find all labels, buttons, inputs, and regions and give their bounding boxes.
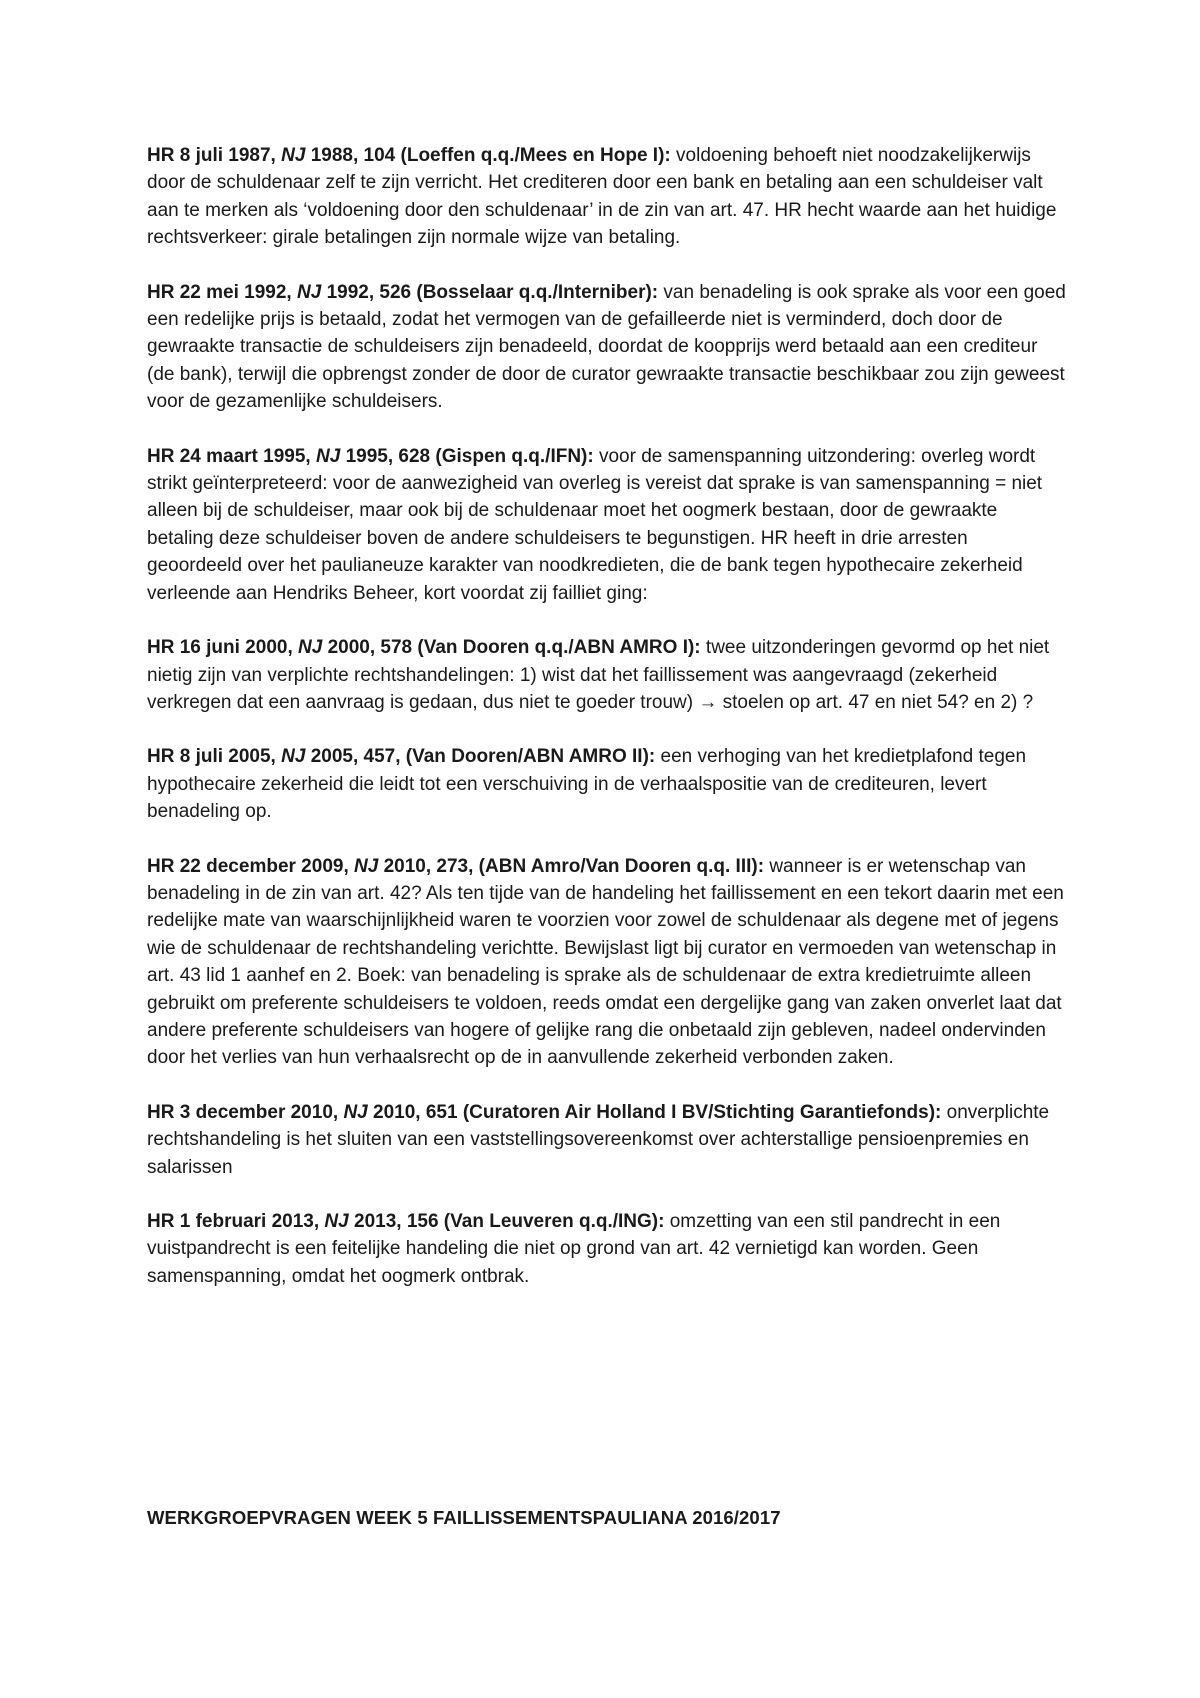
- case-summary: omzetting van een stil pandrecht in een vuistpandrecht is een feitelijke handeling die niet op grond van art. 42 vernietigd kan worden. Geen samenspanning, omdat het oogmerk ontbrak.: [147, 1211, 1001, 1287]
- case-summary: voldoening behoeft niet noodzakelijkerwijs door de schuldenaar zelf te zijn verricht. Het crediteren door een bank en betaling aan een schuldeiser valt aan te merken als ‘voldoening door den schuldenaar’ in de zin van art. 47. HR hecht waarde aan het huidige rechtsverkeer: girale betalingen zijn normale wijze van betaling.: [147, 145, 1057, 249]
- case-paragraph: [147, 142, 1067, 252]
- case-citation: HR 22 mei 1992, NJ 1992, 526 (Bosselaar q.q./Interniber):: [147, 281, 659, 303]
- case-citation: HR 1 februari 2013, NJ 2013, 156 (Van Leuveren q.q./ING):: [147, 1211, 665, 1232]
- section-heading: WERKGROEPVRAGEN WEEK 5 FAILLISSEMENTSPAULIANA 2016/2017: [147, 1507, 781, 1528]
- case-citation: HR 24 maart 1995, NJ 1995, 628 (Gispen q.q./IFN):: [147, 445, 594, 467]
- case-citation: HR 16 juni 2000, NJ 2000, 578 (Van Dooren q.q./ABN AMRO I):: [147, 637, 701, 659]
- case-summary: onverplichte rechtshandeling is het sluiten van een vaststellingsovereenkomst over achterstallige pensioenpremies en salarissen: [147, 1101, 1050, 1178]
- case-paragraph: [147, 634, 1067, 716]
- case-summary: voor de samenspanning uitzondering: overleg wordt strikt geïnterpreteerd: voor de aanwezigheid van overleg is vereist dat sprake is van samenspanning = niet alleen bij de schuldeiser, maar ook bij de schuldenaar moet het oogmerk bestaan, door de gewraakte betaling deze schuldeiser boven de andere schuldeisers te begunstigen. HR heeft in drie arresten geoordeeld over het paulianeuze karakter van noodkredieten, die de bank tegen hypothecaire zekerheid verleende aan Hendriks Beheer, kort voordat zij failliet ging:: [147, 445, 1043, 604]
- case-citation: HR 8 juli 2005, NJ 2005, 457, (Van Dooren/ABN AMRO II):: [147, 746, 656, 768]
- case-paragraph: [147, 1208, 1067, 1290]
- case-summary: twee uitzonderingen gevormd op het niet nietig zijn van verplichte rechtshandelingen: 1) wist dat het faillissement was aangevraagd (zekerheid verkregen dat een aanvraag is gedaan, dus niet te goeder trouw) → stoelen op art. 47 en niet 54? en 2) ?: [147, 637, 1050, 713]
- document-body: [147, 142, 1067, 1317]
- case-citation: HR 8 juli 1987, NJ 1988, 104 (Loeffen q.q./Mees en Hope I):: [147, 145, 671, 166]
- case-summary: van benadeling is ook sprake als voor een goed een redelijke prijs is betaald, zodat het vermogen van de gefailleerde niet is verminderd, doch door de gewraakte transactie de schuldeisers zijn benadeeld, doordat de koopprijs werd betaald aan een crediteur (de bank), terwijl die opbrengst zonder de door de curator gewraakte transactie beschikbaar zou zijn geweest voor de gezamenlijke schuldeisers.: [147, 281, 1066, 413]
- case-paragraph: [147, 279, 1067, 416]
- case-paragraph: [147, 1099, 1067, 1181]
- case-paragraph: [147, 743, 1067, 825]
- case-citation: HR 22 december 2009, NJ 2010, 273, (ABN Amro/Van Dooren q.q. III):: [147, 855, 765, 877]
- case-paragraph: [147, 853, 1067, 1072]
- case-summary: een verhoging van het kredietplafond tegen hypothecaire zekerheid die leidt tot een verschuiving in de verhaalspositie van de crediteuren, levert benadeling op.: [147, 746, 1027, 823]
- case-citation: HR 3 december 2010, NJ 2010, 651 (Curatoren Air Holland I BV/Stichting Garantiefonds):: [147, 1101, 942, 1123]
- case-summary: wanneer is er wetenschap van benadeling in de zin van art. 42? Als ten tijde van de handeling het faillissement en een tekort daarin met een redelijke mate van waarschijnlijkheid waren te voorzien voor zowel de schuldenaar als degene met of jegens wie de schuldenaar de rechtshandeling verichtte. Bewijslast ligt bij curator en vermoeden van wetenschap in art. 43 lid 1 aanhef en 2. Boek: van benadeling is sprake als de schuldenaar de extra kredietruimte alleen gebruikt om preferente schuldeisers te voldoen, reeds omdat een dergelijke gang van zaken onverlet laat dat andere preferente schuldeisers van hogere of gelijke rang die onbetaald zijn gebleven, nadeel ondervinden door het verlies van hun verhaalsrecht op de in aanvullende zekerheid verbonden zaken.: [147, 855, 1064, 1069]
- case-paragraph: [147, 443, 1067, 607]
